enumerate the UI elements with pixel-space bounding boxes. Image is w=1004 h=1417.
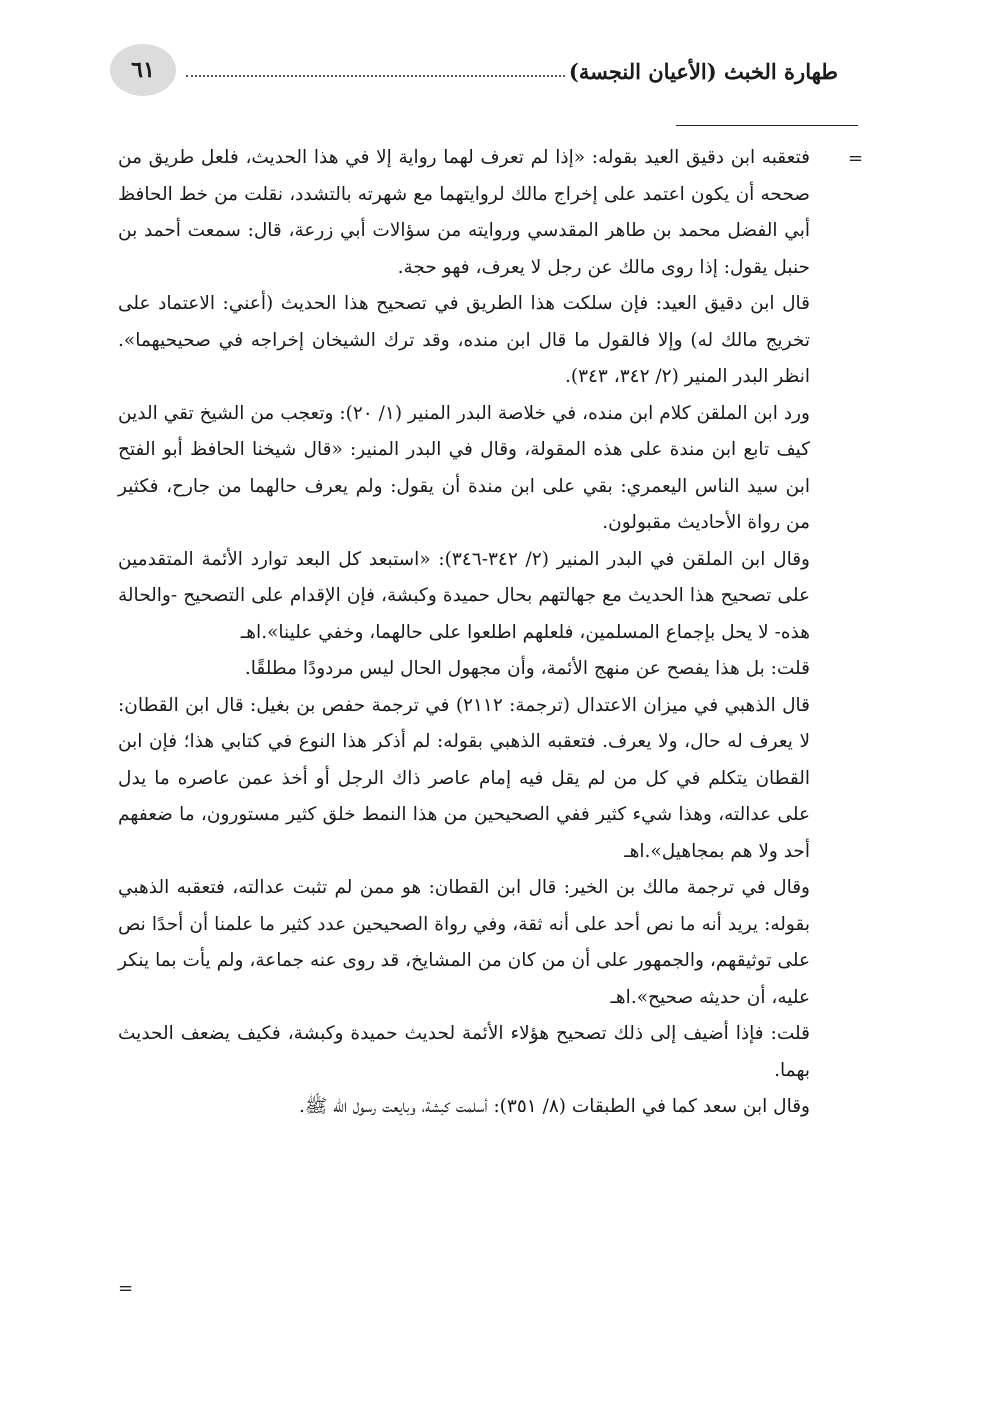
paragraph: وقال في ترجمة مالك بن الخير: قال ابن القطان: هو ممن لم تثبت عدالته، فتعقبه الذهبي بقوله: يريد أنه ما نص أحد على أنه ثقة، وفي رواة الصحيحين عدد كثير ما علمنا أن أحدًا نص على توثيقهم، والجمهور على أن من كان من المشايخ، قد روى عنه جماعة، ولم يأت بما ينكر عليه، أن حديثه صحيح».اهـ [118, 877, 810, 1008]
page-number: ٦١ [110, 44, 176, 96]
paragraph: وقال ابن سعد كما في الطبقات (٨/ ٣٥١): أسلمت كبشة، وبايعت رسول الله ﷺ. [298, 1096, 810, 1117]
paragraph: وقال ابن الملقن في البدر المنير (٢/ ٣٤٢-٣٤٦): «استبعد كل البعد توارد الأئمة المتقدمين على تصحيح هذا الحديث مع جهالتهم بحال حميدة وكبشة، فإن الإقدام على التصحيح -والحالة هذه- لا يحل بإجماع المسلمين، فلعلهم اطلعوا على حالهما، وخفي علينا».اهـ [118, 548, 810, 643]
continuation-mark-end: = [118, 1278, 134, 1299]
running-header [186, 56, 842, 86]
paragraph: قال الذهبي في ميزان الاعتدال (ترجمة: ٢١١٢) في ترجمة حفص بن بغيل: قال ابن القطان: لا يعرف له حال، ولا يعرف. فتعقبه الذهبي بقوله: لم أذكر هذا النوع في كتابي هذا؛ فإن ابن القطان يتكلم في كل من لم يقل فيه إمام عاصر ذاك الرجل أو أخذ عمن عاصره ما يدل على عدالته، وهذا شيء كثير ففي الصحيحين من هذا النمط خلق كثير مستورون، ما ضعفهم أحد ولا هم بمجاهيل».اهـ [118, 694, 810, 862]
paragraph: ورد ابن الملقن كلام ابن منده، في خلاصة البدر المنير (١/ ٢٠): وتعجب من الشيخ تقي الدين كيف تابع ابن مندة على هذه المقولة، وقال في البدر المنير: «قال شيخنا الحافظ أبو الفتح ابن سيد الناس اليعمري: بقي على ابن مندة أن يقول: ولم يعرف حالهما من جارح، فكثير من رواة الأحاديث مقبولون. [118, 402, 810, 533]
footnote-body [118, 140, 810, 1126]
continuation-mark-start: = [848, 148, 864, 169]
paragraph: فتعقبه ابن دقيق العيد بقوله: «إذا لم تعرف لهما رواية إلا في هذا الحديث، فلعل طريق من صححه أن يكون اعتمد على إخراج مالك لروايتهما مع شهرته بالتشدد، نقلت من خط الحافظ أبي الفضل محمد بن طاهر المقدسي وروايته من سؤالات أبي زرعة، قال: سمعت أحمد بن حنبل يقول: إذا روى مالك عن رجل لا يعرف، فهو حجة. [118, 147, 810, 278]
paragraph: قلت: بل هذا يفصح عن منهج الأئمة، وأن مجهول الحال ليس مردودًا مطلقًا. [244, 658, 810, 679]
header-dotted-leader [186, 75, 565, 77]
footnote-top-rule [676, 125, 858, 126]
paragraph: قلت: فإذا أضيف إلى ذلك تصحيح هؤلاء الأئمة لحديث حميدة وكبشة، فكيف يضعف الحديث بهما. [118, 1023, 810, 1081]
paragraph: قال ابن دقيق العيد: فإن سلكت هذا الطريق في تصحيح هذا الحديث (أعني: الاعتماد على تخريج مالك له) وإلا فالقول ما قال ابن منده، وقد ترك الشيخان إخراجه في صحيحيهما». انظر البدر المنير (٢/ ٣٤٢، ٣٤٣). [118, 293, 810, 387]
running-title: طهارة الخبث (الأعيان النجسة) [568, 58, 838, 84]
